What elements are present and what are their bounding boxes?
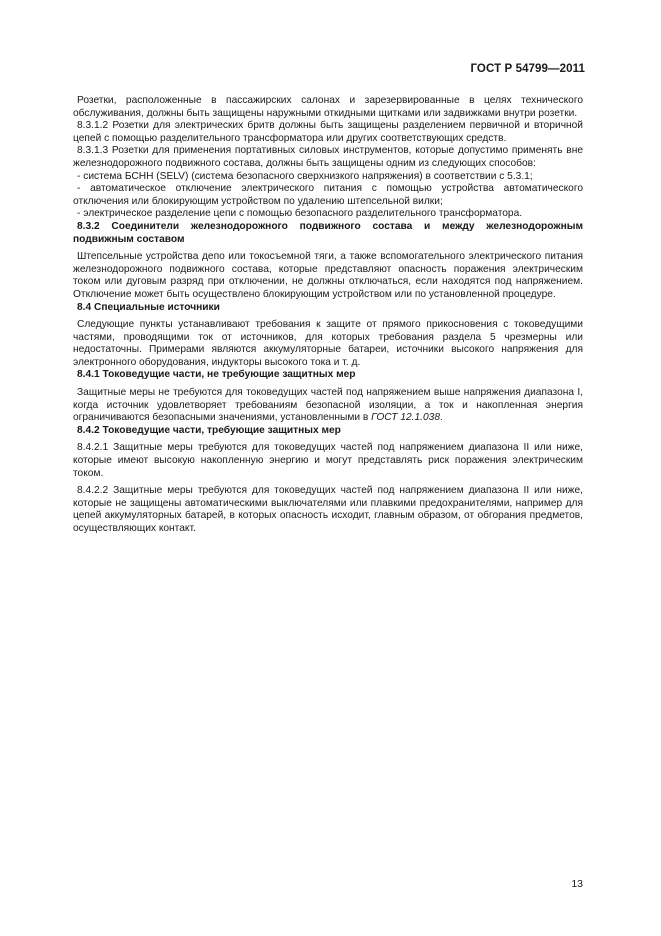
paragraph-special-sources: Следующие пункты устанавливают требования к защите от прямого прикосновения с токоведущими частями, проводящими ток от источников, для которых требования раздела 5 чрезмерны или недостаточны. Примерами являются аккумуляторные батареи, источники высокого напряжения для электронного оборудования, индукторы высокого тока и т. д. [73, 319, 583, 368]
document-body [73, 95, 583, 536]
paragraph-8-4-2-2: 8.4.2.2 Защитные меры требуются для токоведущих частей под напряжением диапазона II или ниже, которые не защищены автоматическими выключателями или плавкими предохранителями, например для цепей аккумуляторных батарей, в которых опасность исходит, главным образом, от обгорания предметов, осуществляющих контакт. [73, 485, 583, 534]
page-number: 13 [571, 878, 583, 890]
paragraph-no-protection-required [73, 387, 583, 425]
paragraph-depot-connectors: Штепсельные устройства депо или токосъемной тяги, а также вспомогательного электрического питания железнодорожного подвижного состава, которые представляют опасность поражения электрическим током или дуговым разряд при отключении, не должны отключаться, если находятся под напряжением. Отключение может быть осуществлено блокирующим устройством или по установленной процедуре. [73, 251, 583, 300]
paragraph-8-4-2-1: 8.4.2.1 Защитные меры требуются для токоведущих частей под напряжением диапазона II или ниже, которые имеют высокую накопленную энергию и могут представлять риск поражения электрическим током. [73, 442, 583, 479]
list-item-auto-disconnect: - автоматическое отключение электрического питания с помощью устройства автоматического отключения или блокирующим устройством по удалению штепсельной вилки; [73, 183, 583, 207]
paragraph-end-punct: . [440, 412, 443, 424]
paragraph-8-3-1-2: 8.3.1.2 Розетки для электрических бритв должны быть защищены разделением первичной и вторичной цепей с помощью разделительного трансформатора или других соответствующих средств. [73, 120, 583, 144]
paragraph-no-protection-text: Защитные меры не требуются для токоведущих частей под напряжением выше напряжения диапазона I, когда источник удовлетворяет требованиям безопасной изоляции, а ток и накопленная энергия ограничиваются безопасными значениями, установленными в [73, 387, 583, 424]
paragraph-8-3-1-3: 8.3.1.3 Розетки для применения портативных силовых инструментов, которые допустимо применять вне железнодорожного подвижного состава, должны быть защищены одним из следующих способов: [73, 145, 583, 169]
heading-8-3-2: 8.3.2 Соединители железнодорожного подвижного состава и между железнодорожным подвижным составом [73, 220, 583, 245]
list-item-electrical-separation: - электрическое разделение цепи с помощью безопасного разделительного трансформатора. [77, 208, 523, 220]
heading-8-4-2: 8.4.2 Токоведущие части, требующие защитных мер [77, 424, 341, 436]
heading-8-4: 8.4 Специальные источники [77, 301, 220, 313]
standard-reference: ГОСТ 12.1.038 [371, 412, 441, 424]
list-item-selv: - система БСНН (SELV) (система безопасного сверхнизкого напряжения) в соответствии с 5.3.1; [77, 170, 533, 182]
document-header: ГОСТ Р 54799—2011 [470, 63, 585, 75]
paragraph-sockets-passenger: Розетки, расположенные в пассажирских салонах и зарезервированные в целях технического обслуживания, должны быть защищены наружными откидными щитками или задвижками внутри розетки. [73, 95, 583, 119]
heading-8-4-1: 8.4.1 Токоведущие части, не требующие защитных мер [77, 369, 356, 381]
